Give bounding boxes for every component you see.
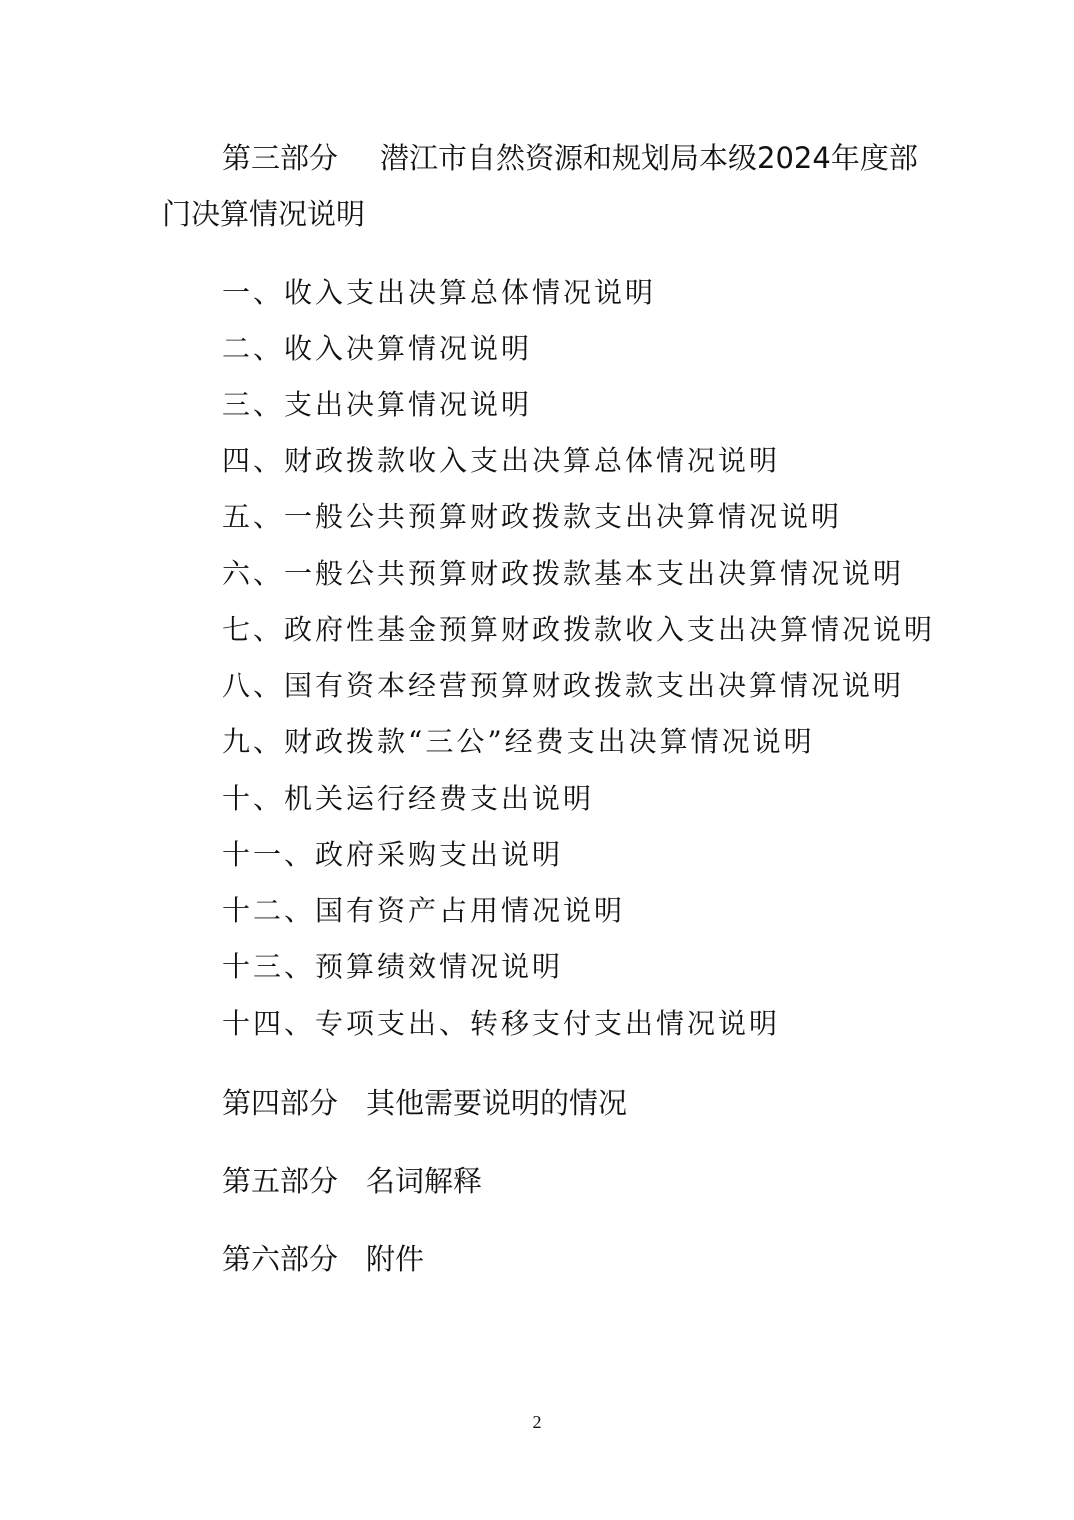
list-item: 六、一般公共预算财政拨款基本支出决算情况说明 <box>222 557 905 590</box>
part5-heading <box>222 1163 482 1199</box>
part3-label: 第三部分 <box>222 141 339 175</box>
list-item: 五、一般公共预算财政拨款支出决算情况说明 <box>222 500 843 533</box>
list-item: 十二、国有资产占用情况说明 <box>222 894 626 927</box>
list-item: 七、政府性基金预算财政拨款收入支出决算情况说明 <box>222 613 936 646</box>
list-item: 四、财政拨款收入支出决算总体情况说明 <box>222 444 781 477</box>
part5-label: 第五部分 <box>222 1164 339 1198</box>
list-item: 一、收入支出决算总体情况说明 <box>222 276 657 309</box>
part5-title: 名词解释 <box>366 1164 483 1198</box>
list-item: 十、机关运行经费支出说明 <box>222 782 595 815</box>
list-item: 十三、预算绩效情况说明 <box>222 950 564 983</box>
part4-label: 第四部分 <box>222 1086 339 1120</box>
part6-label: 第六部分 <box>222 1242 339 1276</box>
part4-title: 其他需要说明的情况 <box>366 1086 628 1120</box>
part4-heading <box>222 1085 627 1121</box>
list-item: 十一、政府采购支出说明 <box>222 838 564 871</box>
part6-heading <box>222 1241 424 1277</box>
list-item: 三、支出决算情况说明 <box>222 388 533 421</box>
list-item: 九、财政拨款“三公”经费支出决算情况说明 <box>222 725 815 758</box>
list-item: 八、国有资本经营预算财政拨款支出决算情况说明 <box>222 669 905 702</box>
list-item: 二、收入决算情况说明 <box>222 332 533 365</box>
part6-title: 附件 <box>366 1242 425 1276</box>
part3-heading <box>222 140 918 176</box>
part3-title-line2: 门决算情况说明 <box>162 197 366 231</box>
page-number: 2 <box>532 1412 542 1432</box>
list-item: 十四、专项支出、转移支付支出情况说明 <box>222 1007 781 1040</box>
part3-title-line1: 潜江市自然资源和规划局本级2024年度部 <box>380 141 918 175</box>
part3-heading-continuation <box>162 196 365 232</box>
